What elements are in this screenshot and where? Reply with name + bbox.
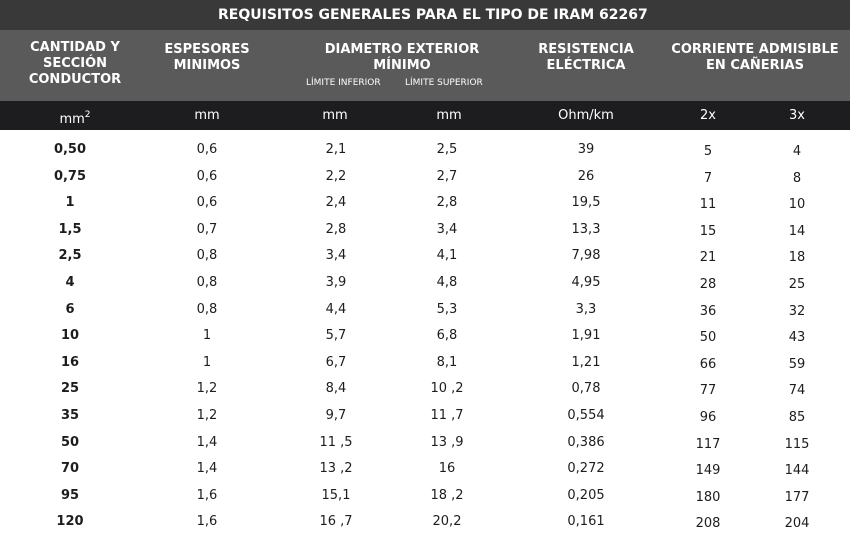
unit-diametro-inferior: mm — [322, 108, 348, 123]
cell-corriente-2x: 11 — [699, 197, 717, 213]
cell-diametro-inferior: 13 ,2 — [319, 461, 353, 477]
header-resistencia-line2: ELÉCTRICA — [546, 58, 626, 73]
cell-corriente-2x: 5 — [703, 144, 713, 159]
cell-corriente-2x: 50 — [699, 330, 717, 346]
table-row — [0, 430, 850, 457]
cell-diametro-superior: 16 — [438, 461, 456, 477]
cell-corriente-3x: 74 — [788, 383, 806, 399]
cell-diametro-superior: 8,1 — [436, 354, 458, 370]
table-row — [0, 350, 850, 377]
cell-corriente-3x: 43 — [788, 330, 806, 346]
cell-seccion: 4 — [65, 274, 75, 290]
cell-corriente-2x: 117 — [695, 436, 721, 452]
cell-seccion: 10 — [60, 328, 80, 344]
header-resistencia-line1: RESISTENCIA — [538, 42, 634, 57]
cell-corriente-3x: 18 — [788, 250, 806, 266]
cell-corriente-2x: 15 — [699, 223, 717, 239]
cell-corriente-2x: 66 — [699, 356, 717, 372]
cell-espesor: 1 — [202, 354, 212, 370]
cell-diametro-superior: 10 ,2 — [430, 381, 464, 397]
header-limite-superior: LÍMITE SUPERIOR — [405, 78, 483, 88]
cell-espesor: 1,6 — [196, 487, 218, 503]
cell-corriente-3x: 4 — [792, 144, 802, 159]
column-header-band — [0, 30, 850, 101]
table-row — [0, 164, 850, 191]
cell-corriente-2x: 96 — [699, 409, 717, 425]
table-title: REQUISITOS GENERALES PARA EL TIPO DE IRAM 62267 — [218, 7, 648, 23]
cell-resistencia: 0,78 — [571, 381, 601, 397]
header-diametro-line1: DIAMETRO EXTERIOR — [324, 42, 480, 57]
cell-diametro-inferior: 15,1 — [321, 487, 351, 503]
cell-seccion: 25 — [60, 381, 80, 397]
cell-corriente-2x: 36 — [699, 303, 717, 319]
cell-espesor: 0,6 — [196, 142, 218, 157]
cell-corriente-2x: 77 — [699, 383, 717, 399]
cell-diametro-inferior: 8,4 — [325, 381, 347, 397]
cell-diametro-superior: 2,5 — [436, 142, 458, 157]
cell-diametro-superior: 13 ,9 — [430, 434, 464, 450]
cell-diametro-superior: 4,1 — [436, 248, 458, 264]
cell-espesor: 0,8 — [196, 301, 218, 317]
table-row — [0, 243, 850, 270]
header-espesores-line2: MINIMOS — [173, 58, 241, 73]
cell-resistencia: 4,95 — [571, 274, 601, 290]
table-row — [0, 270, 850, 297]
header-diametro-line2: MÍNIMO — [373, 58, 431, 73]
cell-seccion: 70 — [60, 461, 80, 477]
cell-resistencia: 7,98 — [571, 248, 601, 264]
cell-espesor: 0,7 — [196, 221, 218, 237]
cell-seccion: 16 — [60, 354, 80, 370]
cell-resistencia: 0,161 — [567, 514, 605, 530]
cell-corriente-3x: 25 — [788, 276, 806, 292]
unit-corriente-3x: 3x — [789, 108, 805, 123]
unit-seccion — [40, 101, 110, 130]
header-corriente-line1: CORRIENTE ADMISIBLE — [671, 42, 839, 57]
table-row — [0, 509, 850, 536]
cell-seccion: 1,5 — [58, 221, 82, 237]
cell-diametro-superior: 4,8 — [436, 274, 458, 290]
cell-diametro-inferior: 3,9 — [325, 274, 347, 290]
cell-resistencia: 19,5 — [571, 195, 601, 211]
cell-resistencia: 0,386 — [567, 434, 605, 450]
cell-resistencia: 13,3 — [571, 221, 601, 237]
cell-seccion: 0,50 — [53, 142, 87, 157]
table-row — [0, 483, 850, 510]
cell-diametro-inferior: 2,2 — [325, 168, 347, 184]
header-diametro — [312, 42, 492, 74]
cell-resistencia: 39 — [577, 142, 595, 157]
cell-corriente-3x: 177 — [784, 489, 810, 505]
cell-corriente-3x: 115 — [784, 436, 810, 452]
unit-espesor: mm — [194, 108, 220, 123]
title-bar — [0, 0, 850, 30]
cell-corriente-3x: 204 — [784, 516, 810, 532]
table-row — [0, 456, 850, 483]
cell-seccion: 120 — [56, 514, 84, 530]
cell-diametro-superior: 20,2 — [432, 514, 462, 530]
cell-corriente-3x: 32 — [788, 303, 806, 319]
cell-diametro-inferior: 5,7 — [325, 328, 347, 344]
cell-seccion: 1 — [65, 195, 75, 211]
cell-resistencia: 0,554 — [567, 407, 605, 423]
header-limite-inferior: LÍMITE INFERIOR — [306, 78, 381, 88]
cell-diametro-inferior: 16 ,7 — [319, 514, 353, 530]
header-espesores — [152, 42, 262, 74]
cell-seccion: 35 — [60, 407, 80, 423]
cell-corriente-2x: 180 — [695, 489, 721, 505]
data-rows — [0, 137, 850, 536]
cell-espesor: 0,6 — [196, 168, 218, 184]
unit-diametro-superior: mm — [436, 108, 462, 123]
cell-espesor: 1,2 — [196, 407, 218, 423]
unit-corriente-2x: 2x — [700, 108, 716, 123]
header-resistencia — [526, 42, 646, 74]
table-row — [0, 217, 850, 244]
cell-diametro-inferior: 2,1 — [325, 142, 347, 157]
table-row — [0, 137, 850, 164]
cell-corriente-2x: 208 — [695, 516, 721, 532]
cell-diametro-superior: 11 ,7 — [430, 407, 464, 423]
header-corriente-line2: EN CAÑERIAS — [706, 58, 804, 73]
cell-corriente-2x: 149 — [695, 463, 721, 479]
table-row — [0, 376, 850, 403]
cell-seccion: 0,75 — [53, 168, 87, 184]
cell-diametro-superior: 6,8 — [436, 328, 458, 344]
cell-espesor: 0,8 — [196, 274, 218, 290]
header-seccion-line1: CANTIDAD Y — [30, 40, 120, 55]
cell-espesor: 1,6 — [196, 514, 218, 530]
cell-seccion: 2,5 — [58, 248, 82, 264]
unit-resistencia: Ohm/km — [558, 108, 614, 123]
cell-diametro-superior: 3,4 — [436, 221, 458, 237]
cell-resistencia: 1,21 — [571, 354, 601, 370]
cell-seccion: 50 — [60, 434, 80, 450]
table-row — [0, 190, 850, 217]
cell-espesor: 0,8 — [196, 248, 218, 264]
cell-corriente-3x: 10 — [788, 197, 806, 213]
unit-seccion-text: mm — [59, 112, 85, 127]
unit-row — [0, 101, 850, 130]
unit-seccion-exponent: 2 — [84, 110, 91, 120]
table-row — [0, 323, 850, 350]
header-seccion — [20, 40, 130, 88]
cell-diametro-inferior: 2,8 — [325, 221, 347, 237]
cell-corriente-2x: 28 — [699, 276, 717, 292]
cell-corriente-2x: 21 — [699, 250, 717, 266]
cell-espesor: 1,2 — [196, 381, 218, 397]
cell-seccion: 6 — [65, 301, 75, 317]
cell-seccion: 95 — [60, 487, 80, 503]
cell-diametro-superior: 5,3 — [436, 301, 458, 317]
cell-diametro-superior: 2,8 — [436, 195, 458, 211]
cell-corriente-3x: 85 — [788, 409, 806, 425]
cell-espesor: 1 — [202, 328, 212, 344]
cell-espesor: 1,4 — [196, 434, 218, 450]
cell-diametro-superior: 18 ,2 — [430, 487, 464, 503]
cell-diametro-inferior: 6,7 — [325, 354, 347, 370]
cell-diametro-inferior: 3,4 — [325, 248, 347, 264]
cell-resistencia: 0,205 — [567, 487, 605, 503]
header-espesores-line1: ESPESORES — [164, 42, 250, 57]
cell-corriente-3x: 144 — [784, 463, 810, 479]
cell-corriente-2x: 7 — [703, 170, 713, 186]
cell-corriente-3x: 14 — [788, 223, 806, 239]
cell-diametro-inferior: 9,7 — [325, 407, 347, 423]
cell-diametro-inferior: 2,4 — [325, 195, 347, 211]
cell-resistencia: 3,3 — [575, 301, 597, 317]
cell-resistencia: 1,91 — [571, 328, 601, 344]
cell-diametro-inferior: 4,4 — [325, 301, 347, 317]
cell-espesor: 0,6 — [196, 195, 218, 211]
table-row — [0, 403, 850, 430]
cell-corriente-3x: 8 — [792, 170, 802, 186]
cell-corriente-3x: 59 — [788, 356, 806, 372]
header-seccion-line2: SECCIÓN — [42, 56, 108, 71]
cell-diametro-superior: 2,7 — [436, 168, 458, 184]
cell-resistencia: 0,272 — [567, 461, 605, 477]
header-seccion-line3: CONDUCTOR — [28, 72, 122, 87]
table-row — [0, 297, 850, 324]
header-corriente — [666, 42, 844, 74]
cell-diametro-inferior: 11 ,5 — [319, 434, 353, 450]
cell-espesor: 1,4 — [196, 461, 218, 477]
cell-resistencia: 26 — [577, 168, 595, 184]
